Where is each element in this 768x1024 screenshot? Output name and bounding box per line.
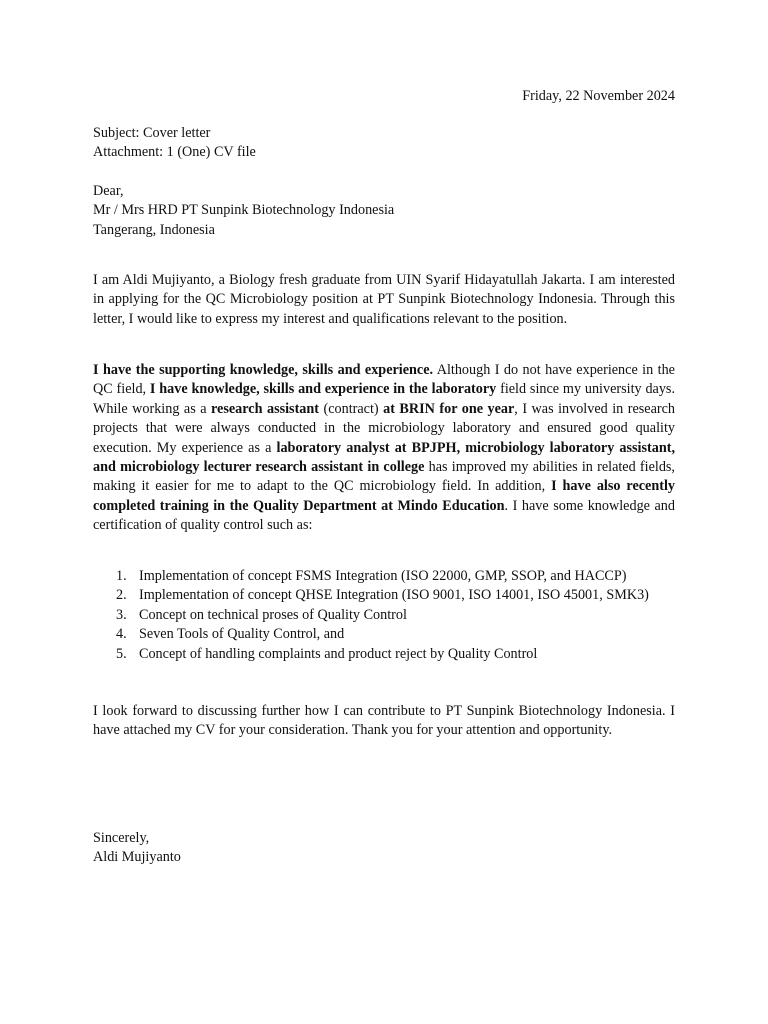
list-item-text: Implementation of concept FSMS Integration (ISO 22000, GMP, SSOP, and HACCP): [139, 568, 627, 584]
body-paragraph: [93, 361, 675, 536]
body-text-2: field since my university days. While working as a: [93, 381, 675, 417]
body-text-1: Although I do not have experience in the QC field,: [93, 362, 675, 398]
subject-line: Subject: Cover letter: [93, 125, 211, 141]
attachment-line: Attachment: 1 (One) CV file: [93, 144, 256, 161]
subject-block: [93, 124, 675, 163]
list-item-number: 1.: [116, 568, 127, 584]
recipient-name: Mr / Mrs HRD PT Sunpink Biotechnology Indonesia: [93, 202, 395, 219]
list-item-text: Concept on technical proses of Quality Control: [139, 606, 407, 623]
list-item-text: Concept of handling complaints and product reject by Quality Control: [139, 645, 538, 662]
body-bold-4: at BRIN for one year: [383, 400, 515, 417]
list-item: [93, 567, 675, 586]
recipient-block: [93, 182, 675, 240]
qualification-list: [93, 567, 675, 664]
signature-block: [93, 829, 675, 868]
list-item-text: Implementation of concept QHSE Integration (ISO 9001, ISO 14001, ISO 45001, SMK3): [139, 587, 649, 604]
body-text-3: (contract): [319, 400, 384, 417]
list-item-number: 5.: [116, 645, 127, 662]
list-item-number: 4.: [116, 626, 127, 643]
body-bold-6: I have also recently completed training in the Quality Department at Mindo Education: [93, 478, 675, 514]
list-item: [93, 586, 675, 605]
body-bold-1: I have the supporting knowledge, skills and experience.: [93, 362, 434, 378]
list-item: [93, 606, 675, 625]
recipient-location: Tangerang, Indonesia: [93, 221, 215, 238]
list-item-number: 2.: [116, 587, 127, 604]
signature-name: Aldi Mujiyanto: [93, 849, 181, 866]
closing-paragraph-block: [93, 702, 675, 741]
salutation: Dear,: [93, 183, 124, 199]
intro-paragraph: I am Aldi Mujiyanto, a Biology fresh graduate from UIN Syarif Hidayatullah Jakarta. I am interested in applying for the QC Microbiology position at PT Sunpink Biotechnology Indonesia. Through this letter, I would like to express my interest and qualifications relevant to the position.: [93, 272, 675, 327]
list-item: [93, 645, 675, 664]
body-text-5: has improved my abilities in related fields, making it easier for me to adapt to the QC microbiology field. In addition,: [93, 459, 675, 495]
intro-paragraph-block: [93, 271, 675, 329]
body-bold-5: laboratory analyst at BPJPH, microbiology laboratory assistant, and microbiology lecturer research assistant in college: [93, 439, 675, 476]
list-item-text: Seven Tools of Quality Control, and: [139, 626, 345, 643]
body-text-4: , I was involved in research projects that were always conducted in the microbiology laboratory and ensured good quality execution. My experience as a: [93, 400, 675, 456]
body-bold-3: research assistant: [211, 400, 320, 417]
qualification-list-block: [93, 567, 675, 664]
signoff: Sincerely,: [93, 830, 150, 846]
body-bold-2: I have knowledge, skills and experience in the laboratory: [149, 381, 497, 398]
list-item-number: 3.: [116, 606, 127, 623]
letter-date: Friday, 22 November 2024: [522, 88, 675, 104]
closing-paragraph: I look forward to discussing further how I can contribute to PT Sunpink Biotechnology Indonesia. I have attached my CV for your consideration. Thank you for your attention and opportunity.: [93, 703, 675, 739]
body-paragraph-block: [93, 361, 675, 536]
body-text-6: . I have some knowledge and certification of quality control such as:: [93, 497, 675, 534]
list-item: [93, 625, 675, 644]
